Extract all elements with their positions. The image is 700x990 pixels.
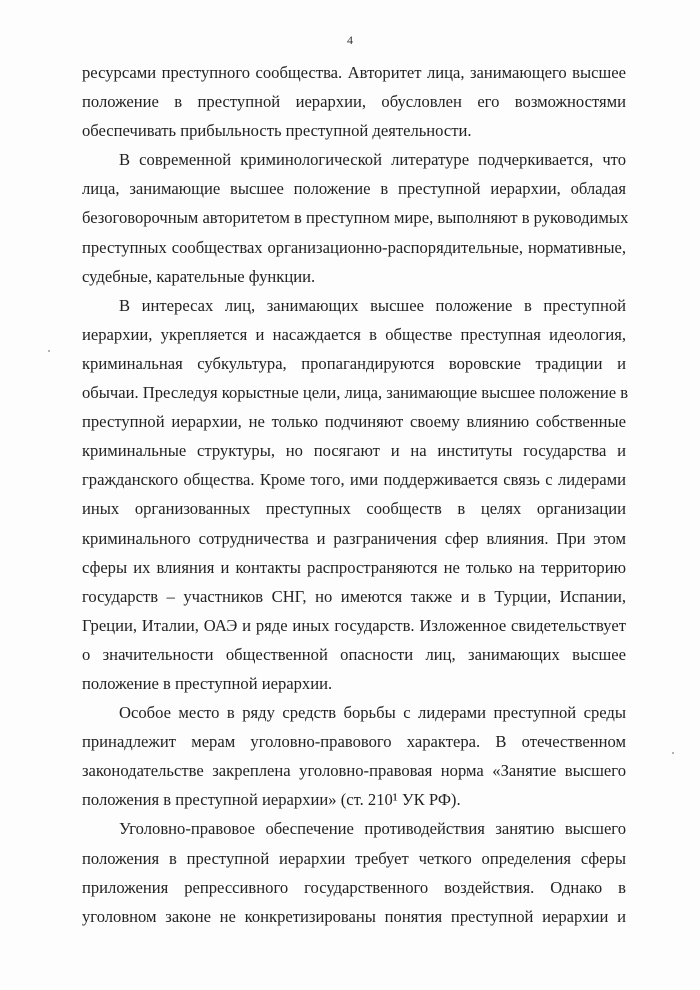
text-line: уголовном законе не конкретизированы понятия преступной иерархии и <box>82 906 626 926</box>
text-line: криминальная субкультура, пропагандируются воровские традиции и <box>82 353 626 373</box>
text-line: иных организованных преступных сообществ в целях организации <box>82 499 626 519</box>
text-line: Уголовно-правовое обеспечение противодействия занятию высшего <box>119 819 626 839</box>
text-line: положение в преступной иерархии. <box>82 673 333 693</box>
text-line: преступных сообществах организационно-распорядительные, нормативные, <box>82 237 626 257</box>
text-line: гражданского общества. Кроме того, ими поддерживается связь с лидерами <box>82 470 626 490</box>
text-line: Греции, Италии, ОАЭ и ряде иных государств. Изложенное свидетельствует <box>82 615 626 635</box>
paragraph-3 <box>82 291 629 698</box>
scan-speck <box>672 752 674 754</box>
document-body <box>82 58 629 931</box>
text-line: положение в преступной иерархии, обусловлен его возможностями <box>82 92 626 112</box>
paragraph-5 <box>82 814 626 930</box>
text-line: судебные, карательные функции. <box>82 266 316 286</box>
page-number: 4 <box>347 33 353 47</box>
text-line: преступной иерархии, не только подчиняют своему влиянию собственные <box>82 412 626 432</box>
text-line: принадлежит мерам уголовно-правового характера. В отечественном <box>82 732 626 752</box>
text-line: безоговорочным авторитетом в преступном мире, выполняют в руководимых <box>82 208 629 228</box>
text-line: В современной криминологической литературе подчеркивается, что <box>119 150 626 170</box>
scan-speck <box>48 350 50 352</box>
text-line: лица, занимающие высшее положение в преступной иерархии, обладая <box>82 179 626 199</box>
text-line: о значительности общественной опасности лиц, занимающих высшее <box>82 644 626 664</box>
text-line: сферы их влияния и контакты распространяются не только на территорию <box>82 557 626 577</box>
text-line: положения в преступной иерархии требует четкого определения сферы <box>82 848 626 868</box>
text-line: обычаи. Преследуя корыстные цели, лица, занимающие высшее положение в <box>82 383 629 403</box>
paragraph-4 <box>82 698 626 814</box>
text-line: Особое место в ряду средств борьбы с лидерами преступной среды <box>119 703 626 723</box>
text-line: иерархии, укрепляется и насаждается в обществе преступная идеология, <box>82 324 626 344</box>
text-line: законодательстве закреплена уголовно-правовая норма «Занятие высшего <box>82 761 626 781</box>
text-line: В интересах лиц, занимающих высшее положение в преступной <box>119 295 626 315</box>
text-line: криминальные структуры, но посягают и на институты государства и <box>82 441 626 461</box>
text-line: государств – участников СНГ, но имеются также и в Турции, Испании, <box>82 586 626 606</box>
paragraph-1 <box>82 58 626 145</box>
text-line: криминального сотрудничества и разграничения сфер влияния. При этом <box>82 528 626 548</box>
text-line: приложения репрессивного государственного воздействия. Однако в <box>82 877 626 897</box>
text-line: положения в преступной иерархии» (ст. 210¹ УК РФ). <box>82 790 461 810</box>
paragraph-2 <box>82 145 629 290</box>
text-line: ресурсами преступного сообщества. Авторитет лица, занимающего высшее <box>82 63 626 82</box>
text-line: обеспечивать прибыльность преступной деятельности. <box>82 121 472 141</box>
